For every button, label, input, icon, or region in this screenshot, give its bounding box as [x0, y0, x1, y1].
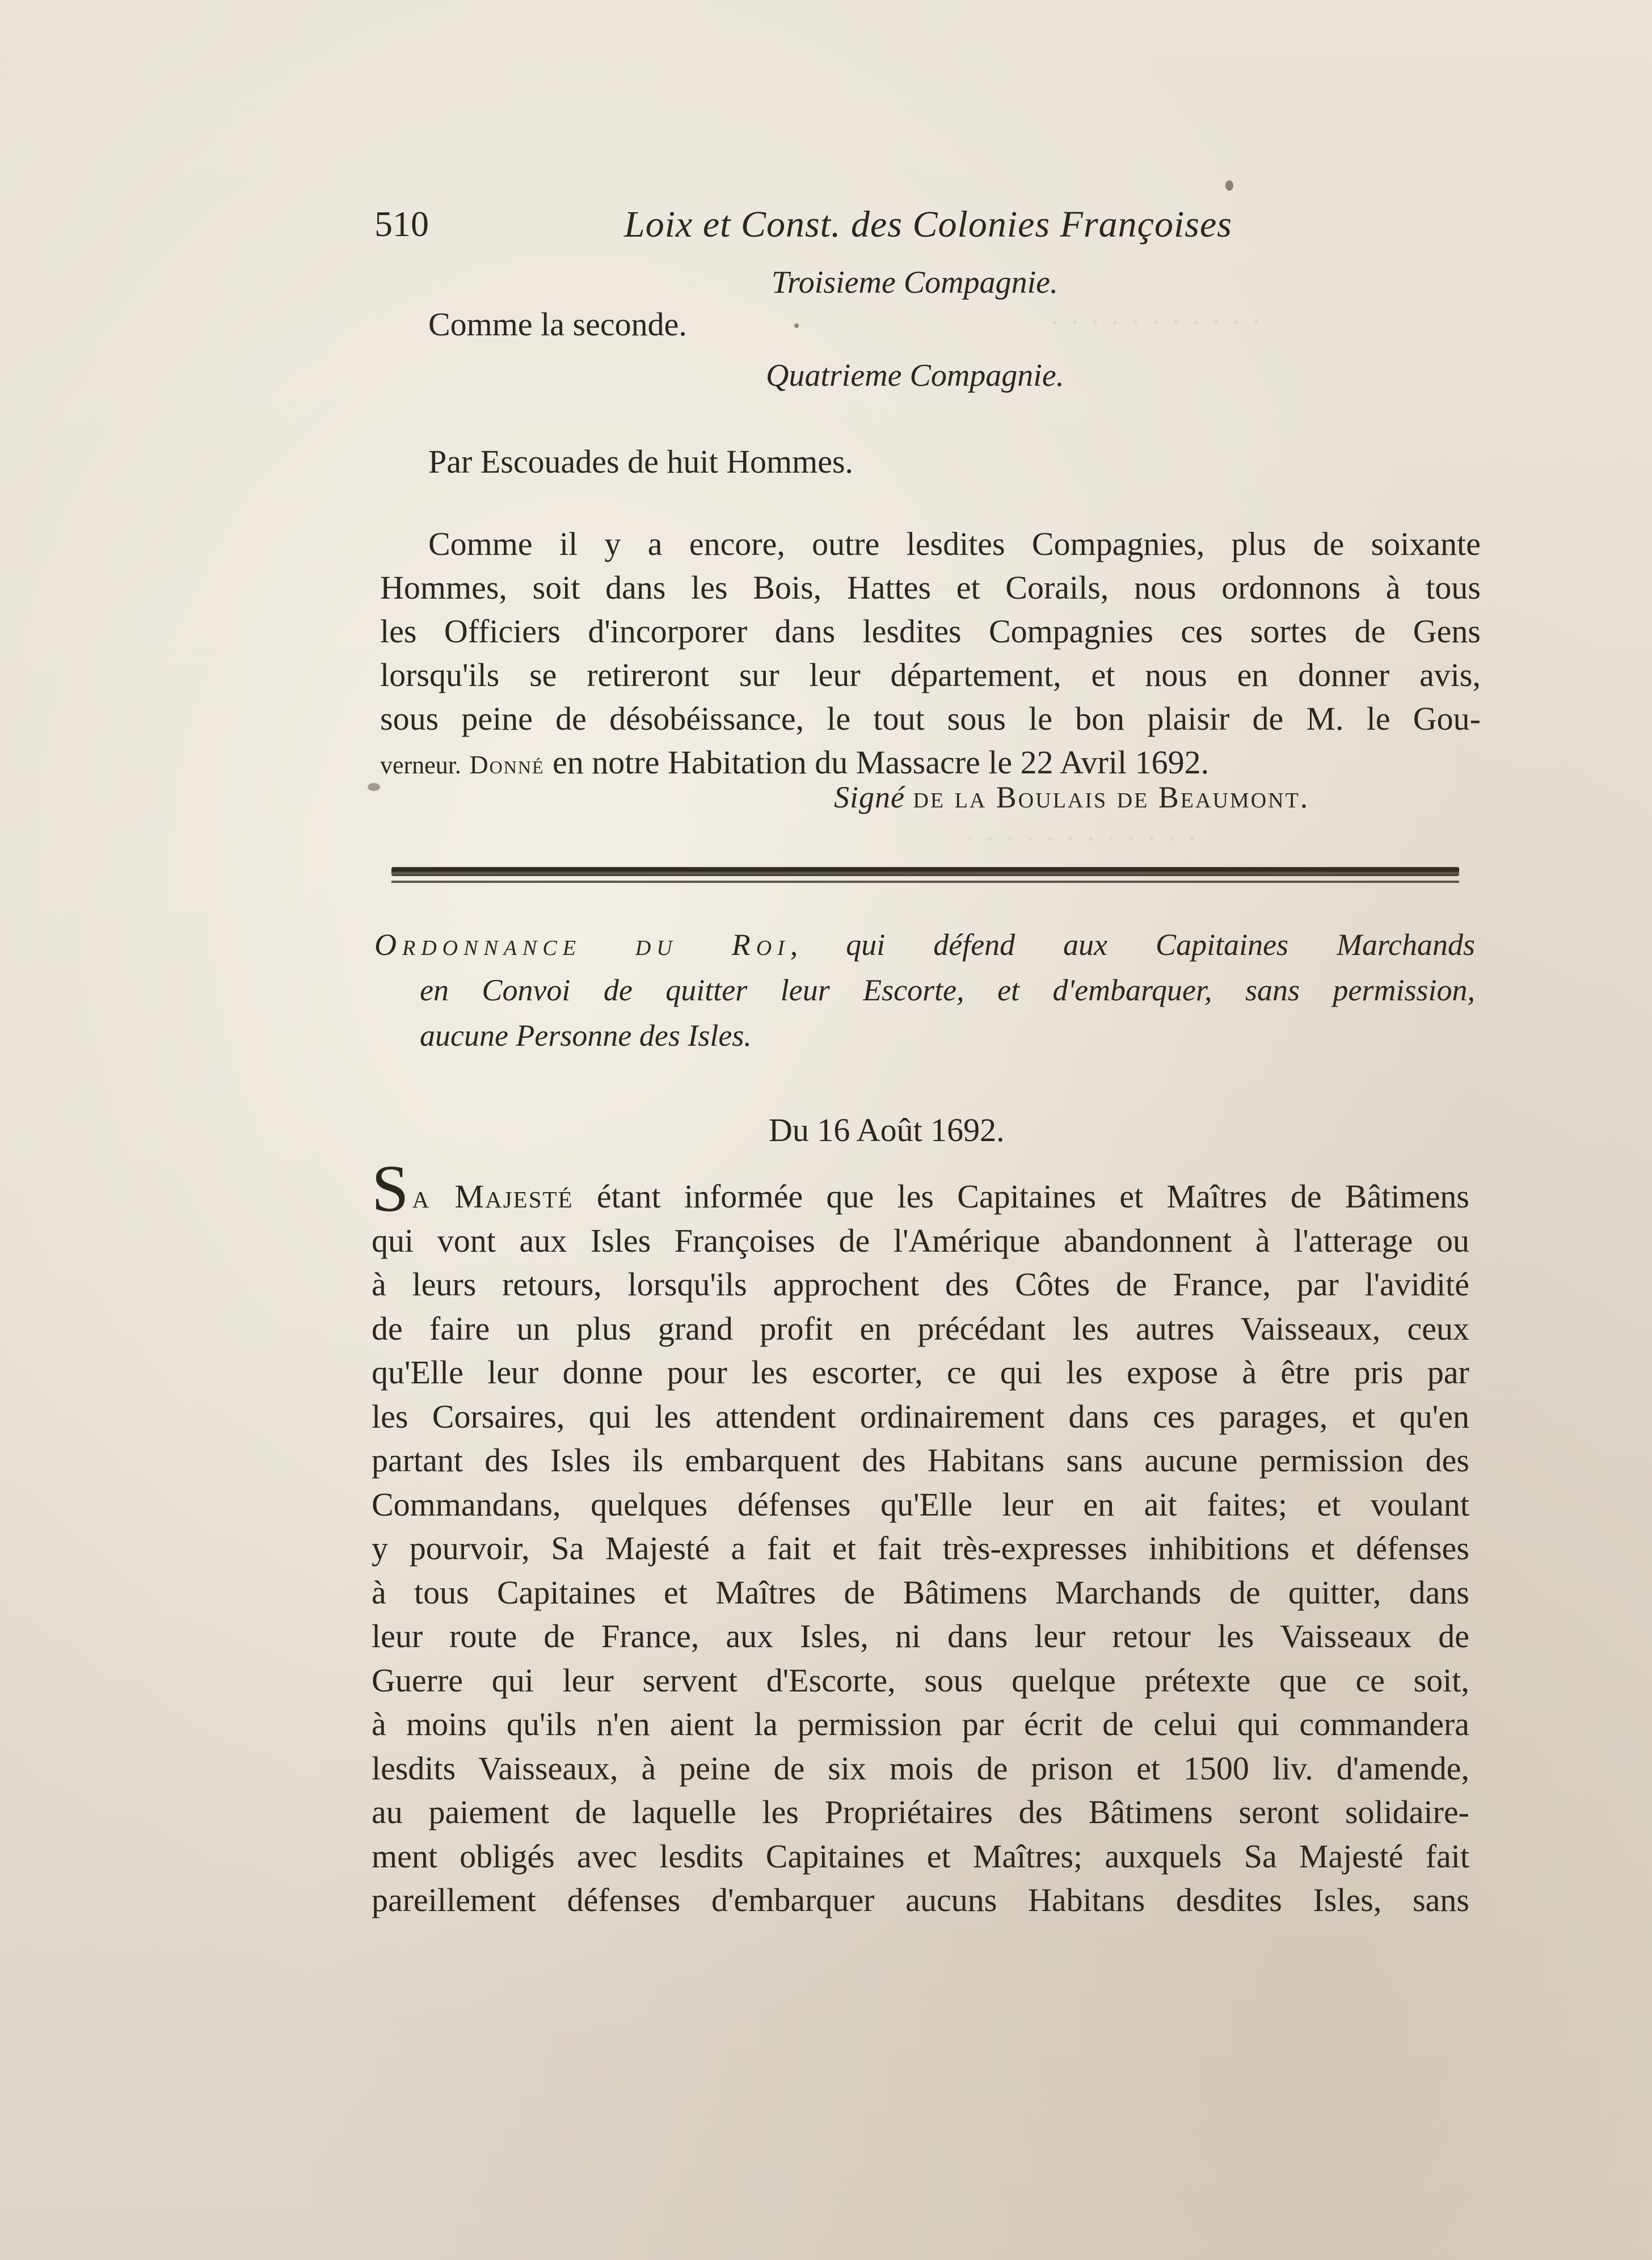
- text-line: Comme il y a encore, outre lesdites Compagnies, plus de soixante: [428, 525, 1481, 562]
- text-line: en Convoi de quitter leur Escorte, et d'embarquer, sans permission,: [420, 973, 1475, 1007]
- paragraph: [380, 522, 1481, 787]
- signature-line: [834, 780, 1309, 815]
- given-word: Donné: [469, 750, 545, 779]
- text-line: qui vont aux Isles Françoises de l'Amérique abandonnent à l'atterage ou: [372, 1222, 1469, 1259]
- page-number: 510: [374, 204, 429, 244]
- text-fragment: étant informée que les Capitaines et Maîtres de Bâtimens: [596, 1178, 1470, 1215]
- sub-heading-fourth-company: Quatrieme Compagnie.: [766, 358, 1064, 393]
- show-through-text: . . . . . . . . . . .: [1050, 295, 1262, 332]
- running-title: Loix et Const. des Colonies Françoises: [624, 204, 1232, 245]
- text-line: Comme la seconde.: [428, 306, 687, 343]
- section-divider-thin: [391, 881, 1459, 883]
- sub-heading-third-company: Troisieme Compagnie.: [772, 265, 1059, 300]
- text-fragment: verneur.: [380, 751, 461, 779]
- text-line: lesdits Vaisseaux, à peine de six mois de prison et 1500 liv. d'amende,: [372, 1749, 1469, 1787]
- text-line: aucune Personne des Isles.: [420, 1019, 752, 1053]
- text-fragment: , qui défend aux Capitaines Marchands: [790, 928, 1475, 962]
- text-line: lorsqu'ils se retireront sur leur département, et nous en donner avis,: [380, 656, 1481, 693]
- ordinance-body: [372, 1151, 1470, 1922]
- text-line: sous peine de désobéissance, le tout sous le bon plaisir de M. le Gou-: [380, 700, 1481, 737]
- signatory-name: de la Boulais de Beaumont.: [913, 780, 1310, 814]
- opening-caps: a Majesté: [412, 1178, 574, 1215]
- text-line: au paiement de laquelle les Propriétaires des Bâtimens seront solidaire-: [372, 1794, 1469, 1830]
- text-line: Par Escouades de huit Hommes.: [428, 443, 854, 480]
- text-fragment: en notre Habitation du Massacre le 22 Avril 1692.: [553, 744, 1210, 781]
- text-line: Guerre qui leur servent d'Escorte, sous quelque prétexte que ce soit,: [372, 1661, 1469, 1699]
- text-line: [372, 1151, 1470, 1226]
- text-line: à moins qu'ils n'en aient la permission par écrit de celui qui commandera: [372, 1706, 1469, 1743]
- section-divider: [391, 867, 1459, 876]
- ordinance-title: [374, 922, 1475, 1058]
- text-line: ment obligés avec lesdits Capitaines et Maîtres; auxquels Sa Majesté fait: [372, 1837, 1469, 1875]
- drop-cap: S: [372, 1151, 409, 1226]
- text-line: leur route de France, aux Isles, ni dans leur retour les Vaisseaux de: [372, 1618, 1469, 1655]
- text-line: y pourvoir, Sa Majesté a fait et fait très-expresses inhibitions et défenses: [372, 1530, 1469, 1567]
- text-line: qu'Elle leur donne pour les escorter, ce qui les expose à être pris par: [372, 1354, 1469, 1391]
- ordinance-date: Du 16 Août 1692.: [769, 1112, 1005, 1148]
- text-line: de faire un plus grand profit en précédant les autres Vaisseaux, ceux: [372, 1310, 1469, 1347]
- text-line: Hommes, soit dans les Bois, Hattes et Corails, nous ordonnons à tous: [380, 569, 1481, 606]
- ordinance-title-caps: Ordonnance du Roi: [374, 928, 790, 962]
- ink-speck: [1225, 180, 1233, 191]
- text-line: pareillement défenses d'embarquer aucuns Habitans desdites Isles, sans: [372, 1882, 1469, 1918]
- text-line: les Officiers d'incorporer dans lesdites Compagnies ces sortes de Gens: [380, 613, 1481, 650]
- text-line: à leurs retours, lorsqu'ils approchent des Côtes de France, par l'avidité: [372, 1266, 1469, 1303]
- show-through-text: . . . . . . . . . . . .: [964, 811, 1197, 848]
- text-line: [374, 922, 1475, 967]
- text-line: Commandans, quelques défenses qu'Elle leur en ait faites; et voulant: [372, 1485, 1469, 1523]
- ink-speck: [794, 323, 799, 328]
- text-line: les Corsaires, qui les attendent ordinairement dans ces parages, et qu'en: [372, 1398, 1469, 1435]
- text-line: à tous Capitaines et Maîtres de Bâtimens Marchands de quitter, dans: [372, 1573, 1469, 1611]
- text-line: partant des Isles ils embarquent des Habitans sans aucune permission des: [372, 1442, 1469, 1479]
- ink-speck: [368, 783, 380, 791]
- signed-label: Signé: [834, 780, 905, 814]
